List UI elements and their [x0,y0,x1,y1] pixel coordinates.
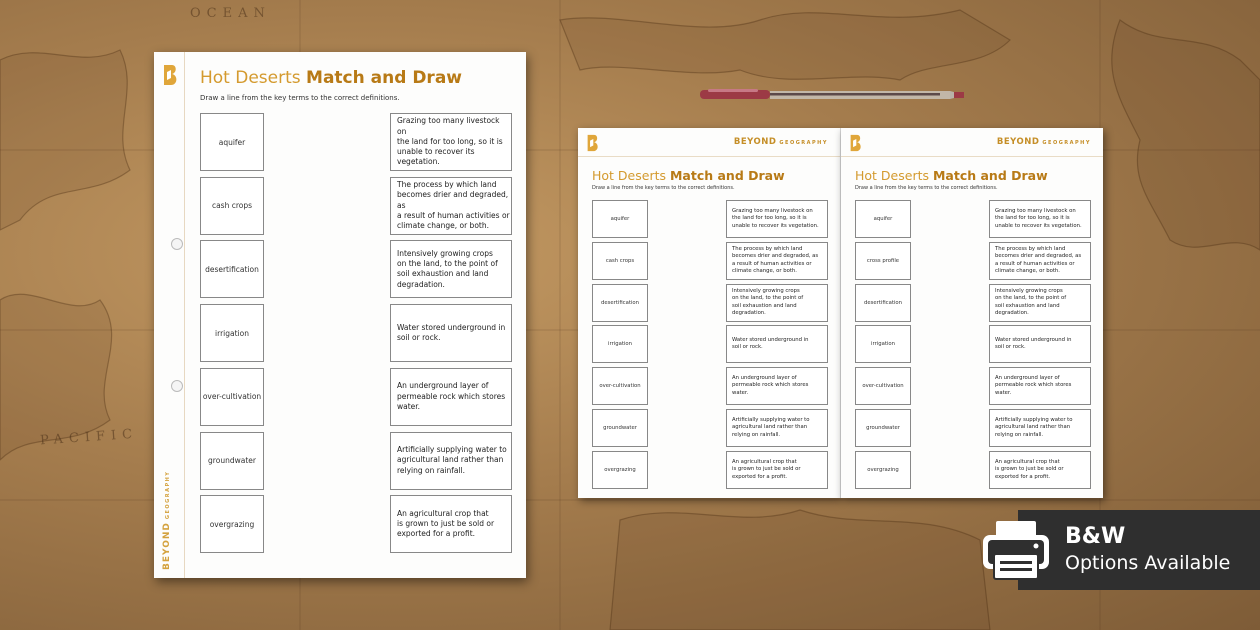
definition-line: Artificially supplying water to [397,445,507,455]
definition-line: permeable rock which stores [732,382,809,389]
definition-box [390,495,512,553]
definition-box [390,432,512,490]
definition-line: Grazing too many livestock on [397,116,500,136]
term-box: irrigation [200,304,264,362]
definition-line: agricultural land rather than [995,424,1071,431]
term-box: groundwater [855,409,911,447]
brand-sub: GEOGRAPHY [779,140,828,146]
definition-line: degradation. [995,310,1029,316]
definition-line: soil exhaustion and land [995,302,1060,309]
definition-line: degradation. [397,279,445,289]
definition-line: Artificially supplying water to [732,416,810,423]
definition-line: agricultural land rather than [397,455,504,465]
term-box: desertification [855,284,911,322]
definition-line: exported for a profit. [732,473,788,480]
term-box: cross profile [855,242,911,280]
definition-line: water. [397,401,421,411]
map-label-ocean: OCEAN [190,6,271,21]
definition-line: becomes drier and degraded, as [995,253,1082,260]
definition-line: relying on rainfall. [732,431,781,438]
worksheet-spine [154,52,185,578]
definition-line: permeable rock which stores [397,391,506,401]
definition-line: water. [732,389,749,396]
definition-line: An underground layer of [995,375,1060,382]
term-box: desertification [592,284,648,322]
definition-line: a result of human activities or [995,260,1075,267]
definition-line: climate change, or both. [732,268,797,275]
definition-line: soil exhaustion and land [732,302,797,309]
definition-line: unable to recover its vegetation. [732,222,819,229]
brand-sub: GEOGRAPHY [165,470,171,520]
definition-line: An agricultural crop that [995,458,1060,465]
definition-box [390,304,512,362]
definition-line: Water stored underground in [397,322,506,332]
definition-line: unable to recover its vegetation. [995,222,1082,229]
page-header [578,128,840,157]
definition-line: Grazing too many livestock on [995,207,1076,214]
title-regular: Hot Deserts [855,168,929,183]
definition-box [390,368,512,426]
worksheet-title [592,168,785,183]
term-box: aquifer [855,200,911,238]
definition-line: Intensively growing crops [995,287,1063,294]
definition-line: climate change, or both. [995,268,1060,275]
definition-line: the land for too long, so it is [732,215,807,222]
definition-line: degradation. [732,310,766,316]
definition-line: soil or rock. [397,333,441,343]
brand-sub: GEOGRAPHY [1042,140,1091,146]
page-header [841,128,1103,157]
definition-line: exported for a profit. [397,529,476,539]
definition-line: Grazing too many livestock on [732,207,813,214]
printer-icon [980,518,1052,582]
title-regular: Hot Deserts [200,68,301,88]
definition-line: the land for too long, so it is [995,215,1070,222]
definition-line: Water stored underground in [995,336,1072,343]
spread-page-left [578,128,840,498]
term-box: aquifer [592,200,648,238]
definition-line: The process by which land [995,245,1066,252]
brand-name: BEYOND [996,137,1040,147]
pen-image [700,86,966,102]
definition-box [390,113,512,171]
worksheet-title [855,168,1048,183]
term-box: desertification [200,240,264,298]
brand-name: BEYOND [162,522,172,570]
punch-hole [171,380,183,392]
header-brand [734,137,828,147]
badge-subtitle: Options Available [1065,552,1231,574]
definition-box [989,367,1091,405]
definition-box [726,200,828,238]
definition-line: relying on rainfall. [397,465,466,475]
definition-line: a result of human activities or [397,210,510,220]
definition-line: becomes drier and degraded, as [732,253,819,260]
definition-line: An agricultural crop that [397,508,489,518]
term-box: overgrazing [592,451,648,489]
definition-box [390,177,512,235]
term-box: overgrazing [200,495,264,553]
worksheet-instruction: Draw a line from the key terms to the correct definitions. [855,185,998,191]
title-bold: Match and Draw [306,68,462,88]
term-box: over-cultivation [200,368,264,426]
definition-line: water. [995,389,1012,396]
definition-line: is grown to just be sold or [995,466,1064,473]
definition-box [989,200,1091,238]
definition-line: An underground layer of [397,381,489,391]
definition-line: soil or rock. [995,344,1026,351]
definition-line: on the land, to the point of [732,295,804,302]
definition-line: on the land, to the point of [397,259,498,269]
definition-line: is grown to just be sold or [397,519,495,529]
term-box: cash crops [592,242,648,280]
definition-line: exported for a profit. [995,473,1051,480]
definition-line: climate change, or both. [397,220,489,230]
definition-box [989,325,1091,363]
worksheet-large [154,52,526,578]
term-box: irrigation [855,325,911,363]
term-box: over-cultivation [592,367,648,405]
beyond-logo-icon [586,134,599,152]
definition-line: The process by which land [732,245,803,252]
definition-line: Water stored underground in [732,336,809,343]
definition-line: soil or rock. [732,344,763,351]
definition-line: An agricultural crop that [732,458,797,465]
definition-line: Artificially supplying water to [995,416,1073,423]
title-bold: Match and Draw [669,168,785,183]
definition-line: becomes drier and degraded, as [397,190,509,210]
definition-line: Intensively growing crops [732,287,800,294]
beyond-logo-icon [162,64,178,86]
definition-line: soil exhaustion and land [397,269,489,279]
definition-line: agricultural land rather than [732,424,808,431]
brand-name: BEYOND [733,137,777,147]
term-box: irrigation [592,325,648,363]
spine-brand [162,471,172,570]
term-box: over-cultivation [855,367,911,405]
title-regular: Hot Deserts [592,168,666,183]
term-box: cash crops [200,177,264,235]
definition-line: is grown to just be sold or [732,466,801,473]
definition-box [726,242,828,280]
title-bold: Match and Draw [932,168,1048,183]
bw-options-badge [1018,510,1260,590]
definition-box [390,240,512,298]
term-box: groundwater [200,432,264,490]
definition-line: on the land, to the point of [995,295,1067,302]
term-box: overgrazing [855,451,911,489]
term-box: groundwater [592,409,648,447]
definition-line: Intensively growing crops [397,248,493,258]
definition-box [989,451,1091,489]
definition-line: relying on rainfall. [995,431,1044,438]
badge-title: B&W [1065,524,1126,549]
worksheet-instruction: Draw a line from the key terms to the correct definitions. [592,185,735,191]
term-box: aquifer [200,113,264,171]
definition-line: a result of human activities or [732,260,812,267]
definition-box [989,284,1091,322]
definition-box [726,409,828,447]
beyond-logo-icon [849,134,862,152]
spread-page-right [841,128,1103,498]
worksheet-spread [578,128,1103,498]
worksheet-title [200,68,462,88]
definition-box [989,409,1091,447]
header-brand [997,137,1091,147]
definition-line: permeable rock which stores [995,382,1072,389]
definition-box [726,367,828,405]
worksheet-instruction: Draw a line from the key terms to the correct definitions. [200,94,400,102]
definition-box [726,325,828,363]
punch-hole [171,238,183,250]
definition-line: the land for too long, so it is [397,136,503,146]
map-label-pacific: PACIFIC [39,426,139,449]
definition-box [726,284,828,322]
definition-line: unable to recover its vegetation. [397,147,475,167]
definition-box [726,451,828,489]
definition-line: The process by which land [397,180,497,190]
definition-line: An underground layer of [732,375,797,382]
definition-box [989,242,1091,280]
